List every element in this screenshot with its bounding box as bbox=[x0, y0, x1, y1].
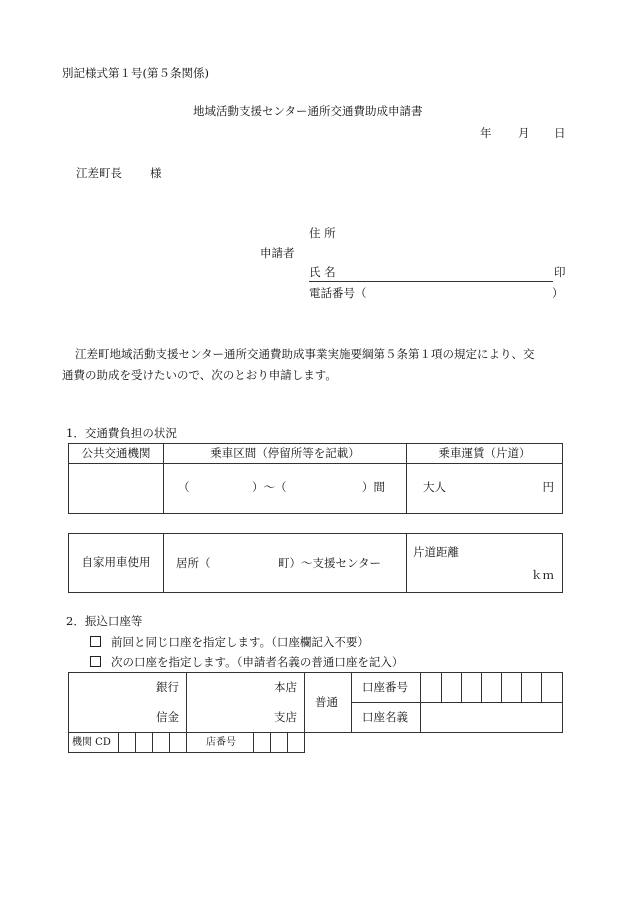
transport-table bbox=[68, 443, 563, 514]
option-same-account[interactable] bbox=[90, 636, 369, 649]
branch-label: 支店 bbox=[274, 710, 297, 724]
bank-table bbox=[68, 672, 562, 732]
date-day: 日 bbox=[554, 126, 566, 140]
distance-unit: ｋｍ bbox=[531, 568, 554, 582]
distance-label: 片道距離 bbox=[413, 545, 459, 559]
branch-number-label: 店番号 bbox=[206, 737, 236, 748]
car-label: 自家用車使用 bbox=[69, 534, 164, 593]
fare-cell[interactable] bbox=[407, 464, 563, 514]
addressee: 江差町長 bbox=[76, 166, 122, 180]
honorific: 様 bbox=[150, 166, 162, 180]
body-line-2: 通費の助成を受けたいので、次のとおり申請します。 bbox=[62, 368, 337, 382]
main-branch-label: 本店 bbox=[274, 680, 297, 694]
name-underline bbox=[309, 281, 553, 282]
name-label: 氏 名 bbox=[309, 265, 336, 279]
section2-heading: 2．振込口座等 bbox=[66, 614, 143, 628]
phone-close: ） bbox=[552, 286, 564, 300]
checkbox-same-account[interactable] bbox=[90, 636, 101, 647]
code-row bbox=[68, 732, 304, 752]
date-year: 年 bbox=[480, 126, 492, 140]
applicant-label: 申請者 bbox=[260, 246, 295, 260]
header-public-transport: 公共交通機関 bbox=[69, 444, 164, 464]
account-number-label: 口座番号 bbox=[362, 680, 408, 694]
shinkin-label: 信金 bbox=[156, 710, 179, 724]
option-new-account[interactable] bbox=[90, 656, 403, 669]
fare-yen: 円 bbox=[542, 480, 554, 494]
section1-heading: 1．交通費負担の状況 bbox=[66, 426, 177, 440]
body-line-1: 江差町地域活動支援センター通所交通費助成事業実施要綱第５条第１項の規定により、交 bbox=[75, 347, 535, 361]
institution-cd-label: 機関 CD bbox=[72, 737, 111, 748]
page-title: 地域活動支援センター通所交通費助成申請書 bbox=[193, 104, 423, 118]
public-transport-cell[interactable] bbox=[69, 464, 164, 514]
car-route-b: 町）～支援センター bbox=[278, 556, 382, 570]
futsu-label: 普通 bbox=[315, 695, 338, 709]
route-open-paren: （ bbox=[178, 480, 190, 494]
phone-label: 電話番号（ bbox=[309, 286, 367, 300]
checkbox-new-account[interactable] bbox=[90, 656, 101, 667]
route-close: ）間 bbox=[362, 480, 385, 494]
car-table bbox=[68, 533, 563, 593]
form-number: 別記様式第１号(第５条関係) bbox=[62, 66, 209, 80]
route-mid: ）～（ bbox=[252, 480, 287, 494]
route-cell[interactable] bbox=[164, 464, 407, 514]
fare-adult-label: 大人 bbox=[423, 480, 446, 494]
car-route-cell[interactable] bbox=[164, 534, 407, 593]
date-month: 月 bbox=[518, 126, 530, 140]
header-fare: 乗車運賃（片道） bbox=[407, 444, 563, 464]
address-label: 住 所 bbox=[309, 226, 336, 240]
bank-label: 銀行 bbox=[156, 680, 179, 694]
header-route: 乗車区間（停留所等を記載） bbox=[164, 444, 407, 464]
distance-cell[interactable] bbox=[407, 534, 563, 593]
car-route-a: 居所（ bbox=[176, 556, 211, 570]
account-name-label: 口座名義 bbox=[362, 710, 408, 724]
seal-mark: 印 bbox=[554, 265, 566, 279]
option-new-account-label: 次の口座を指定します。（申請者名義の普通口座を記入） bbox=[111, 655, 404, 669]
option-same-account-label: 前回と同じ口座を指定します。（口座欄記入不要） bbox=[111, 635, 369, 649]
